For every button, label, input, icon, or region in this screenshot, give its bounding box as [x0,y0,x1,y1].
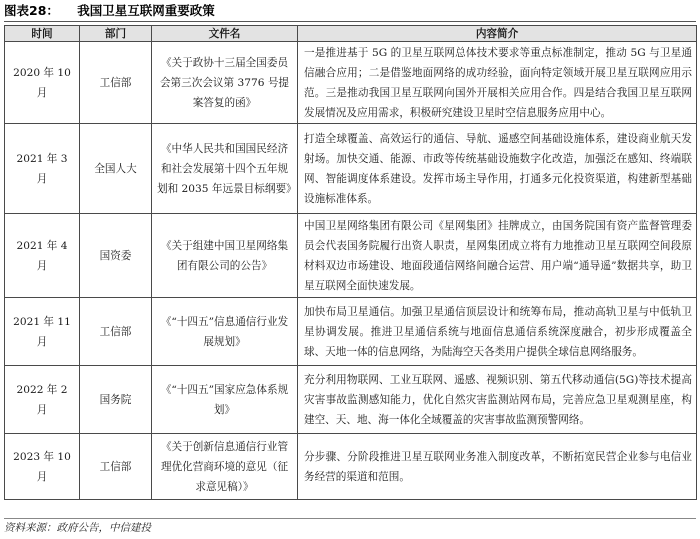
table-row [5,434,697,500]
cell-time: 2021 年 4 月 [5,214,80,298]
cell-time: 2023 年 10 月 [5,434,80,500]
cell-summary: 充分利用物联网、工业互联网、遥感、视频识别、第五代移动通信(5G)等技术提高灾害事故监测感知能力，优化自然灾害监测站网布局，完善应急卫星观测星座，构建空、天、地、海一体化全域覆盖的灾害事故监测预警网络。 [298,366,697,434]
source-note: 资料来源：政府公告，中信建投 [4,522,151,534]
cell-document-name: 《关于创新信息通信行业管理优化营商环境的意见（征求意见稿）》 [152,434,298,500]
header-document-name: 文件名 [152,26,298,42]
cell-department: 国资委 [80,214,152,298]
cell-document-name: 《“十四五”国家应急体系规划》 [152,366,298,434]
cell-department: 工信部 [80,434,152,500]
header-summary: 内容简介 [298,26,697,42]
cell-document-name: 《“十四五”信息通信行业发展规划》 [152,298,298,366]
cell-time: 2020 年 10 月 [5,42,80,124]
cell-document-name: 《关于组建中国卫星网络集团有限公司的公告》 [152,214,298,298]
cell-time: 2021 年 3 月 [5,124,80,214]
cell-summary: 中国卫星网络集团有限公司《星网集团》挂牌成立，由国务院国有资产监督管理委员会代表国务院履行出资人职责，星网集团成立将有力地推动卫星互联网空间段原材料双边市场建设、地面段通信网络间融合运营、用户端“通导遥”数据共享，助卫星互联网全面快速发展。 [298,214,697,298]
cell-document-name: 《中华人民共和国国民经济和社会发展第十四个五年规划和 2035 年远景目标纲要》 [152,124,298,214]
figure-title-bar [4,2,696,20]
cell-time: 2021 年 11 月 [5,298,80,366]
cell-department: 国务院 [80,366,152,434]
header-department: 部门 [80,26,152,42]
table-row [5,42,697,124]
header-time: 时间 [5,26,80,42]
cell-summary: 分步骤、分阶段推进卫星互联网业务准入制度改革，不断拓宽民营企业参与电信业务经营的渠道和范围。 [298,434,697,500]
cell-department: 全国人大 [80,124,152,214]
cell-summary: 打造全球覆盖、高效运行的通信、导航、遥感空间基础设施体系，建设商业航天发射场。加快交通、能源、市政等传统基础设施数字化改造，加强泛在感知、终端联网、智能调度体系建设。发挥市场主导作用，打通多元化投资渠道，构建新型基础设施标准体系。 [298,124,697,214]
table-header-row [5,26,697,42]
figure-title: 我国卫星互联网重要政策 [77,3,215,18]
table-row [5,298,697,366]
table-row [5,124,697,214]
table-row [5,214,697,298]
cell-document-name: 《关于政协十三届全国委员会第三次会议第 3776 号提案答复的函》 [152,42,298,124]
policy-table [4,25,697,500]
cell-department: 工信部 [80,42,152,124]
cell-time: 2022 年 2 月 [5,366,80,434]
cell-department: 工信部 [80,298,152,366]
title-divider [4,21,696,22]
figure-label: 图表28： [4,3,59,18]
table-row [5,366,697,434]
cell-summary: 加快布局卫星通信。加强卫星通信顶层设计和统筹布局，推动高轨卫星与中低轨卫星协调发展。推进卫星通信系统与地面信息通信系统深度融合，初步形成覆盖全球、天地一体的信息网络，为陆海空天各类用户提供全球信息网络服务。 [298,298,697,366]
cell-summary: 一是推进基于 5G 的卫星互联网总体技术要求等重点标准制定，推动 5G 与卫星通信融合应用；二是借鉴地面网络的成功经验，面向特定领域开展卫星互联网应用示范。三是推动我国卫星互联网向国外开展相关应用合作。四是结合我国卫星互联网发展情况及应用需求，积极研究建设卫星时空信息服务应用中心。 [298,42,697,124]
